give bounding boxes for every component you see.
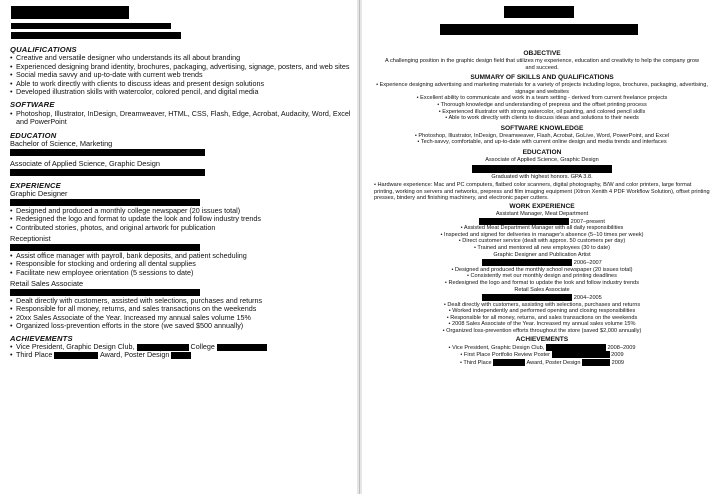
job-title: Graphic Designer and Publication Artist [493, 252, 591, 259]
redacted-employer [479, 218, 569, 225]
software-list [10, 110, 353, 127]
redacted-school [472, 165, 612, 173]
list-item: • Designed and produced a monthly college newspaper (20 issues total) [10, 207, 353, 215]
list-item: • Organized loss-prevention efforts throughout the store (saved $2,000 annually) [374, 328, 710, 335]
list-item: • Direct customer service (dealt with approx. 50 customers per day) [374, 238, 710, 245]
list-item [10, 351, 353, 359]
achievements-heading: ACHIEVEMENTS [515, 335, 569, 343]
redacted-event [552, 351, 610, 358]
job-dates: 2004–2005 [573, 294, 602, 301]
redacted-name [504, 6, 574, 18]
job-title: Assistant Manager, Meat Department [495, 210, 589, 217]
achievement-text: First Place Portfolio Review Poster [463, 352, 551, 359]
list-item: • Worked independently and performed opening and closing responsibilities [374, 308, 710, 315]
education-heading: EDUCATION [10, 130, 57, 140]
achievements-list [10, 343, 353, 360]
honors: Graduated with highest honors. GPA 3.8. [491, 173, 593, 180]
job-title: Retail Sales Associate [10, 279, 84, 289]
list-item: • Photoshop, Illustrator, InDesign, Dreamweaver, Flash, Acrobat, GoLive, Word, PowerPoint, and Excel [374, 133, 710, 140]
achievement-text: Award, Poster Design [526, 359, 581, 366]
list-item: • Assist office manager with payroll, bank deposits, and patient scheduling [10, 252, 353, 260]
left-resume-page [0, 0, 357, 494]
list-item: • Organized loss-prevention efforts in the store (we saved $500 annually) [10, 322, 353, 330]
software-heading: SOFTWARE KNOWLEDGE [500, 124, 584, 132]
right-resume-body [374, 50, 710, 366]
list-item: • Able to work directly with clients to discuss ideas and solutions to their needs [374, 115, 710, 122]
redacted-name [11, 6, 129, 19]
redacted-event [493, 359, 525, 366]
list-item: • Excellent ability to communicate and work in a team setting - derived from current freelance projects [374, 95, 710, 102]
achievement-text: Award, Poster Design [99, 350, 170, 360]
redacted-employer [482, 294, 572, 301]
objective-heading: OBJECTIVE [523, 50, 561, 57]
list-item: • 20xx Sales Associate of the Year. Increased my annual sales volume 15% [10, 314, 353, 322]
right-resume-page [362, 0, 720, 494]
list-item: • Experience designing advertising and marketing materials for a variety of projects including logos, brochures, packaging, advertising, signage and websites [374, 82, 710, 95]
redacted-event [54, 352, 98, 359]
redacted-school-1 [10, 149, 205, 156]
list-item [374, 344, 710, 352]
redacted-college [546, 344, 606, 351]
job-employer-line [374, 294, 710, 302]
redacted-contact-line-1 [11, 23, 171, 29]
list-item: • Contributed stories, photos, and original artwork for publication [10, 224, 353, 232]
job-dates: 2007–present [570, 218, 605, 225]
list-item: • Consistently met our monthly design and printing deadlines [374, 273, 710, 280]
list-item: • Responsible for stocking and ordering all dental supplies [10, 260, 353, 268]
job-duties-list [10, 252, 353, 277]
job-duties-list [10, 297, 353, 331]
work-heading: WORK EXPERIENCE [509, 202, 575, 210]
list-item: • Dealt directly with customers, assisting with selections, purchases and returns [374, 302, 710, 309]
list-item: • Experienced illustrator with strong watercolor, oil painting, and colored pencil skills [374, 109, 710, 116]
list-item: • Responsible for all money, returns, and sales transactions on the weekends [374, 315, 710, 322]
list-item: • Able to work directly with clients to discuss ideas and present design solutions [10, 80, 353, 88]
list-item [374, 351, 710, 359]
list-item: • Redesigned the logo and format to update the look and follow industry trends [10, 215, 353, 223]
job-dates: 2006–2007 [573, 260, 602, 267]
software-heading: SOFTWARE [10, 100, 55, 110]
list-item: • Inspected and signed for deliveries in manager's absence (5–10 times per week) [374, 232, 710, 239]
list-item: • Social media savvy and up-to-date with current web trends [10, 71, 353, 79]
list-item: • Responsible for all money, returns, and sales transactions on the weekends [10, 305, 353, 313]
achievement-text: Third Place [463, 359, 492, 366]
job-title: Graphic Designer [10, 189, 68, 199]
list-item: • Thorough knowledge and understanding of prepress and the offset printing process [374, 102, 710, 109]
achievements-heading: ACHIEVEMENTS [10, 333, 73, 343]
objective-text: A challenging position in the graphic design field that utilizes my experience, education and creativity to help the company grow and succeed. [384, 58, 700, 71]
list-item [374, 359, 710, 367]
list-item: • Trained and mentored all new employees (30 to date) [374, 245, 710, 252]
redacted-contact-line [440, 24, 638, 35]
education-heading: EDUCATION [522, 148, 562, 156]
list-item: • Photoshop, Illustrator, InDesign, Dreamweaver, HTML, CSS, Flash, Edge, Acrobat, Audacity, Word, Excel and PowerPoint [10, 110, 353, 127]
list-item [10, 343, 353, 351]
degree-1: Bachelor of Science, Marketing [10, 139, 113, 149]
list-item: • Tech-savvy, comfortable, and up-to-date with current online design and media trends and interfaces [374, 139, 710, 146]
achievement-dates: 2008–2009 [607, 344, 636, 351]
qualifications-list [10, 54, 353, 96]
list-item: • Experienced designing brand identity, brochures, packaging, advertising, signage, posters, and web sites [10, 63, 353, 71]
achievement-text: Vice President, Graphic Design Club, [16, 342, 135, 351]
redacted-employer [482, 259, 572, 266]
achievement-text: Vice President, Graphic Design Club, [452, 344, 545, 351]
skills-heading: SUMMARY OF SKILLS AND QUALIFICATIONS [470, 74, 614, 82]
list-item: • Designed and produced the monthly school newspaper (20 issues total) [374, 267, 710, 274]
redacted-event-2 [582, 359, 610, 366]
redacted-contact-line-2 [11, 32, 181, 39]
job-employer-line [374, 218, 710, 226]
redacted-school-2 [10, 169, 205, 176]
redacted-date [171, 352, 191, 359]
degree: Associate of Applied Science, Graphic Design [485, 156, 599, 163]
experience-heading: EXPERIENCE [10, 180, 61, 190]
job-employer-line [374, 259, 710, 267]
list-item: • Dealt directly with customers, assisted with selections, purchases and returns [10, 297, 353, 305]
achievement-text: College [190, 342, 215, 351]
list-item: • Redesigned the logo and format to update the look and follow industry trends [374, 280, 710, 287]
achievement-dates: 2009 [611, 352, 624, 359]
job-duties-list [10, 207, 353, 232]
list-item: • 2008 Sales Associate of the Year. Increased my annual sales volume 15% [374, 321, 710, 328]
degree-2: Associate of Applied Science, Graphic Design [10, 158, 160, 168]
hardware-experience: • Hardware experience: Mac and PC computers, flatbed color scanners, digital photography, B/W and color printers, large format printing, working on servers and networks, prepress and film imaging equipment (Xitron Xenith 4 PDF Workflow Solution), offset printing presses, bindery and finishing machinery, and electronic paper cutters. [374, 182, 710, 202]
redacted-dates [217, 344, 267, 351]
list-item: • Developed illustration skills with watercolor, colored pencil, and digital media [10, 88, 353, 96]
list-item: • Facilitate new employee orientation (5 sessions to date) [10, 269, 353, 277]
job-title: Retail Sales Associate [514, 287, 570, 294]
qualifications-heading: QUALIFICATIONS [10, 45, 77, 54]
list-item: • Creative and versatile designer who understands its all about branding [10, 54, 353, 62]
job-title: Receptionist [10, 234, 51, 244]
list-item: • Assisted Meat Department Manager with all daily responsibilities [374, 225, 710, 232]
achievement-text: Third Place [16, 350, 53, 360]
achievement-dates: 2009 [611, 359, 625, 366]
left-resume-body [10, 46, 353, 360]
